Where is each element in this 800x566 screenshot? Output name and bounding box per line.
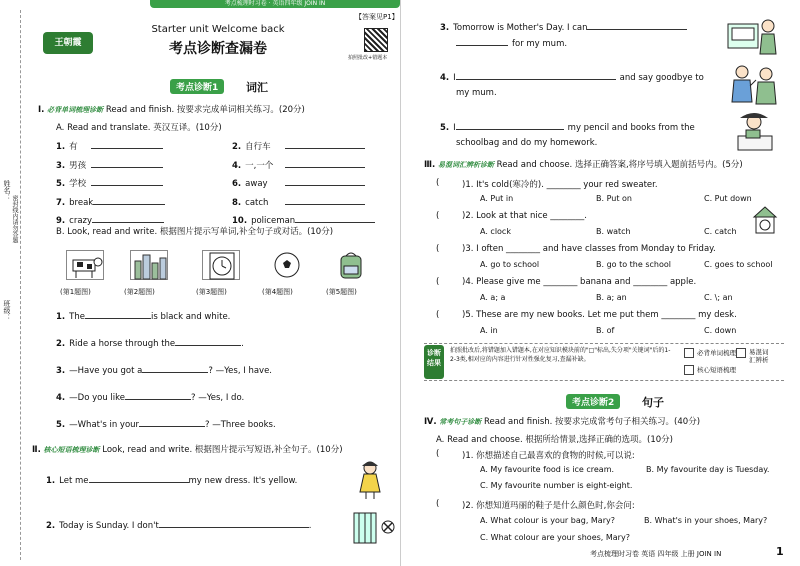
item-word: crazy [69, 216, 93, 226]
diagnosis-check [736, 348, 771, 364]
page-number: 1 [776, 545, 784, 558]
part2-heading [32, 443, 343, 455]
picture-caption: (第5题图) [326, 288, 357, 296]
school-gate-picture [350, 505, 398, 549]
answer-blank[interactable] [142, 363, 208, 373]
diagnosis-label: 诊断结果 [424, 345, 444, 379]
page-title: 考点诊断查漏卷 [169, 41, 267, 57]
translate-item [56, 176, 163, 189]
footer-text: 考点梳理时习卷 英语 四年级 上册 JOIN IN [590, 550, 722, 558]
item-number: 7. [56, 197, 66, 208]
answer-blank[interactable] [456, 36, 508, 46]
check-label: 核心短语梳理 [697, 366, 736, 374]
answer-blank[interactable] [587, 20, 687, 30]
city-picture [130, 250, 168, 280]
item-word: 男孩 [69, 160, 87, 171]
item-text-b: is black and white. [150, 312, 231, 322]
answer-blank[interactable] [456, 120, 564, 130]
item-number: 2. [46, 521, 56, 531]
mc-option[interactable]: B. go to the school [596, 260, 671, 269]
answer-blank[interactable] [125, 390, 191, 400]
answer-blank[interactable] [295, 213, 375, 223]
mc-option[interactable]: A. Put in [480, 194, 514, 203]
item-text-a: The [69, 312, 85, 322]
diagnosis-check [684, 348, 736, 358]
item-word: break [69, 197, 94, 208]
answer-bracket[interactable]: ( [436, 277, 440, 287]
answer-blank[interactable] [285, 158, 365, 168]
item-text-a: —What's in your [69, 420, 140, 430]
mc-option[interactable]: B. Put on [596, 194, 632, 203]
item-text-b: for my mum. [512, 39, 568, 49]
fill-item [56, 363, 272, 376]
goodbye-picture [728, 62, 780, 112]
part1-heading [38, 103, 305, 115]
answer-ref: 【答案见P1】 [355, 13, 399, 21]
translate-item [56, 158, 163, 171]
name-label: 姓名： [3, 180, 11, 201]
translate-item [232, 139, 365, 152]
part4-num: Ⅳ. [424, 417, 437, 427]
item-text-a: —Do you like [69, 393, 125, 403]
mc-option[interactable]: A. in [480, 326, 498, 335]
class-label: 班级： [3, 300, 11, 321]
fill-item [56, 336, 244, 349]
item-text-a: Ride a horse through the [69, 339, 176, 349]
right-item-cont [456, 36, 567, 49]
right-item [440, 20, 687, 33]
item-number: 5. [56, 420, 66, 430]
schoolbag-picture [332, 250, 370, 280]
item-text-a: Let me [59, 476, 89, 486]
part3-heading [424, 158, 743, 170]
mc-option[interactable]: C. goes to school [704, 260, 773, 269]
sentence-option[interactable]: C. What colour are your shoes, Mary? [480, 533, 630, 542]
item-word: catch [245, 197, 269, 208]
item-number: 1. [56, 142, 66, 152]
item-number: 1. [56, 312, 66, 322]
answer-blank[interactable] [175, 336, 241, 346]
mc-option[interactable]: C. \; an [704, 293, 733, 302]
item-number: 9. [56, 216, 66, 226]
answer-bracket[interactable]: ( [436, 449, 440, 459]
checkbox[interactable] [684, 348, 694, 358]
girl-dress-picture [356, 460, 384, 504]
answer-blank[interactable] [91, 176, 163, 186]
fill-item [56, 417, 276, 430]
translate-item [232, 176, 365, 189]
item-number: 4. [440, 73, 450, 83]
part1-instr: Read and finish. 按要求完成单词相关练习。(20分) [105, 105, 305, 115]
diagnosis-text: 拍照批改后,将错题加入错题本,在对应知识模块前的"□"标出,失分项"关键词"后的1-2-3类,相对应的内容进行针对性强化复习,查漏补缺。 [450, 347, 671, 363]
item-number: 4. [56, 393, 66, 403]
answer-blank[interactable] [92, 213, 164, 223]
phrase-item [46, 473, 297, 486]
answer-blank[interactable] [139, 417, 205, 427]
answer-bracket[interactable]: ( [436, 178, 440, 188]
item-text-a: I [453, 73, 456, 83]
answer-blank[interactable] [159, 518, 309, 528]
item-word: 自行车 [245, 142, 271, 152]
answer-blank[interactable] [91, 158, 163, 168]
fill-item [56, 309, 230, 322]
item-text-a: —Have you got a [69, 366, 143, 376]
diagnosis-check [684, 365, 736, 375]
page-divider [400, 0, 401, 566]
top-banner-text: 考点梳理时习卷 · 英语四年级 JOIN IN [224, 0, 326, 7]
brand-logo: 王朝霞 [43, 32, 93, 54]
mc-option[interactable]: C. Put down [704, 194, 752, 203]
part4-heading [424, 415, 700, 427]
mc-option[interactable]: B. watch [596, 227, 631, 236]
answer-bracket[interactable]: ( [436, 211, 440, 221]
mc-option[interactable]: A. go to school [480, 260, 540, 269]
item-number: 1. [46, 476, 56, 486]
picture-caption: (第1题图) [60, 288, 91, 296]
item-word: policeman [251, 216, 296, 226]
item-number: 6. [232, 179, 242, 189]
cow-picture [66, 250, 104, 280]
football-picture [268, 250, 306, 280]
mothers-day-picture [724, 10, 780, 62]
checkbox[interactable] [684, 365, 694, 375]
fill-item [56, 390, 244, 403]
item-text-b: . [241, 339, 244, 349]
part4-tag: 常考句子诊断 [439, 418, 482, 426]
part2-num: Ⅱ. [32, 445, 41, 455]
answer-blank[interactable] [85, 309, 151, 319]
mc-option[interactable]: C. catch [704, 227, 737, 236]
item-text-b: and say goodbye to [619, 73, 704, 83]
item-text-c: my mum. [456, 88, 497, 98]
check-label: 必背单词梳理 [697, 349, 736, 357]
sentence-option[interactable]: B. What's in your shoes, Mary? [644, 516, 768, 525]
item-number: 4. [232, 160, 242, 171]
part3-tag: 易混词汇辨析诊断 [437, 161, 494, 169]
sentence-question: )1. 你想描述自己最喜欢的食物的时候,可以说: [462, 451, 635, 461]
part2-instr: Look, read and write. 根据图片提示写短语,补全句子。(10分) [102, 445, 343, 455]
section1-title: 词汇 [246, 81, 268, 94]
item-number: 3. [440, 23, 450, 33]
mc-question: )4. Please give me ________ banana and ________ apple. [462, 277, 697, 287]
item-number: 5. [440, 123, 450, 133]
part3-num: Ⅲ. [424, 160, 436, 170]
answer-bracket[interactable]: ( [436, 499, 440, 509]
qr-code [364, 28, 388, 52]
unit-title: Starter unit Welcome back [151, 24, 285, 35]
phrase-item [46, 518, 312, 531]
answer-blank[interactable] [91, 139, 163, 149]
sentence-option[interactable]: B. My favourite day is Tuesday. [646, 465, 770, 474]
mc-option[interactable]: B. of [596, 326, 615, 335]
part1-num: Ⅰ. [38, 105, 45, 115]
part1-a: A. Read and translate. 英汉互译。(10分) [56, 123, 222, 133]
sentence-question: )2. 你想知道玛丽的鞋子是什么颜色时,你会问: [462, 501, 635, 511]
right-item [440, 70, 704, 83]
picture-caption: (第3题图) [196, 288, 227, 296]
item-number: 10. [232, 216, 248, 226]
answer-bracket[interactable]: ( [436, 310, 440, 320]
item-number: 3. [56, 160, 66, 171]
small-clock-picture [752, 205, 778, 239]
item-number: 3. [56, 366, 66, 376]
item-text-a: Tomorrow is Mother's Day. I can [453, 23, 588, 33]
answer-blank[interactable] [285, 195, 365, 205]
section1-banner [170, 79, 224, 94]
answer-blank[interactable] [285, 176, 365, 186]
section2-banner [566, 394, 620, 409]
mc-option[interactable]: C. down [704, 326, 737, 335]
item-text-b: ? —Yes, I have. [208, 366, 272, 376]
sentence-option[interactable]: C. My favourite number is eight-eight. [480, 481, 633, 490]
item-word: away [245, 179, 268, 189]
sentence-option[interactable]: A. What colour is your bag, Mary? [480, 516, 615, 525]
clock-picture [202, 250, 240, 280]
translate-item [56, 139, 163, 152]
answer-blank[interactable] [93, 195, 165, 205]
answer-blank[interactable] [89, 473, 189, 483]
item-text-b: my pencil and books from the [567, 123, 695, 133]
translate-item [232, 195, 365, 208]
mc-question: )5. These are my new books. Let me put them ________ my desk. [462, 310, 737, 320]
mc-option[interactable]: B. a; an [596, 293, 627, 302]
section1-banner-text: 考点诊断1 [176, 83, 219, 93]
translate-item [56, 195, 165, 208]
mc-option[interactable]: A. clock [480, 227, 511, 236]
item-text-a: Today is Sunday. I don't [59, 521, 159, 531]
part2-tag: 核心短语梳理诊断 [43, 446, 100, 454]
checkbox[interactable] [736, 348, 746, 358]
homework-picture [732, 112, 782, 160]
check-label: 易混词汇辨析 [749, 348, 769, 364]
item-word: 学校 [69, 179, 87, 189]
item-text-b: . [308, 521, 312, 531]
translate-item [232, 158, 365, 171]
part1-b: B. Look, read and write. 根据图片提示写单词,补全句子或对话。(10分) [56, 227, 334, 237]
mc-question: )3. I often ________ and have classes from Monday to Friday. [462, 244, 716, 254]
mc-question: )2. Look at that nice ________. [462, 211, 588, 221]
item-text-b: my new dress. It's yellow. [188, 476, 298, 486]
picture-caption: (第2题图) [124, 288, 155, 296]
item-text-a: I [453, 123, 456, 133]
item-word: 有 [69, 142, 78, 152]
item-number: 2. [56, 339, 66, 349]
answer-blank[interactable] [456, 70, 616, 80]
part4-instr: Read and finish. 按要求完成常考句子相关练习。(40分) [483, 417, 701, 427]
mc-question: )1. It's cold(寒冷的). ________ your red sweater. [462, 180, 658, 190]
section2-title: 句子 [642, 396, 664, 409]
item-text-b: ? —Yes, I do. [191, 393, 245, 403]
picture-caption: (第4题图) [262, 288, 293, 296]
item-number: 2. [232, 142, 242, 152]
answer-bracket[interactable]: ( [436, 244, 440, 254]
answer-blank[interactable] [285, 139, 365, 149]
item-word: 一,一个 [245, 160, 274, 171]
qr-caption: 拍照批改+错题本 [348, 55, 388, 61]
part4-a: A. Read and choose. 根据所给情景,选择正确的选项。(10分) [436, 435, 673, 445]
mc-option[interactable]: A. a; a [480, 293, 506, 302]
seal-text: 密封线内请勿答题 [11, 195, 18, 243]
item-text-b: ? —Three books. [205, 420, 276, 430]
right-item [440, 120, 695, 133]
item-number: 8. [232, 197, 242, 208]
section2-banner-text: 考点诊断2 [572, 398, 615, 408]
item-number: 5. [56, 179, 66, 189]
item-text-c: schoolbag and do my homework. [456, 138, 598, 148]
part1-tag: 必背单词梳理诊断 [47, 106, 104, 114]
left-margin-line [20, 10, 21, 560]
part3-instr: Read and choose. 选择正确答案,将序号填入题前括号内。(5分) [496, 160, 743, 170]
sentence-option[interactable]: A. My favourite food is ice cream. [480, 465, 615, 474]
